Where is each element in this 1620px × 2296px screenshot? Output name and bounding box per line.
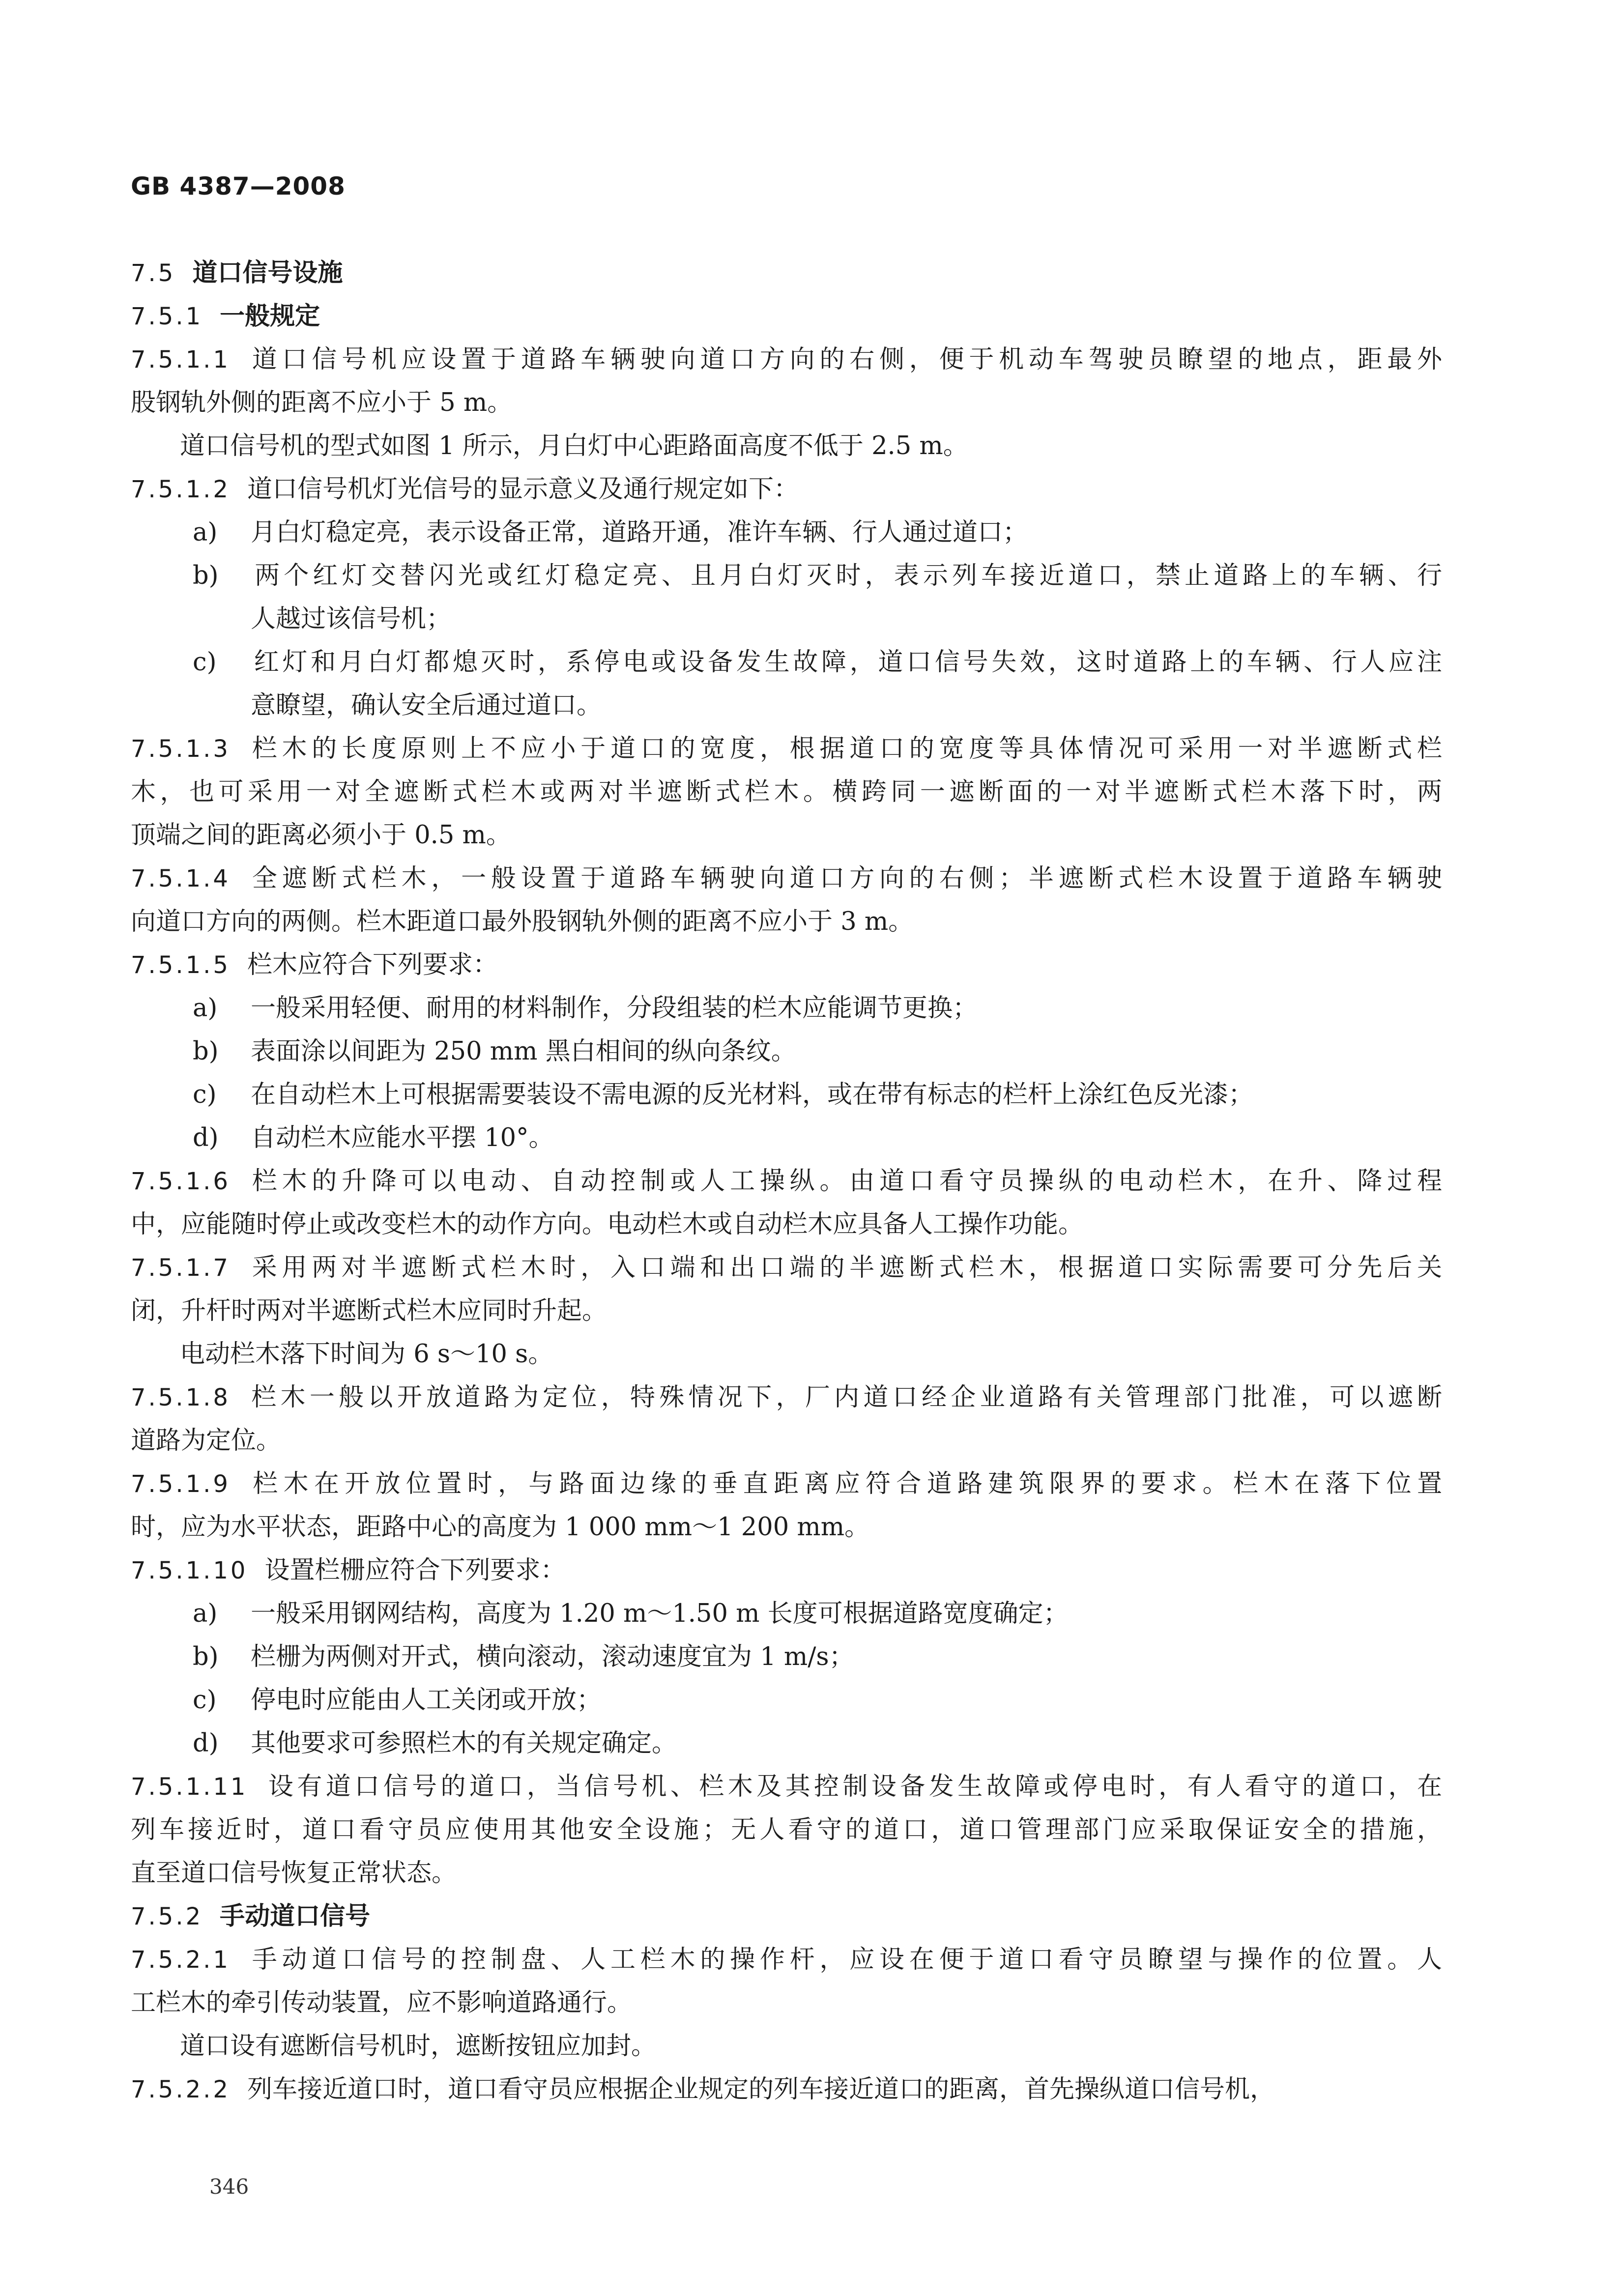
clause-line [131,1463,1442,1506]
clause-text: 木，也可采用一对全遮断式栏木或两对半遮断式栏木。横跨同一遮断面的一对半遮断式栏木落下时，两 [131,777,1442,806]
section-number: 7.5 [131,259,176,287]
list-item [131,641,1442,684]
clause-text: 直至道口信号恢复正常状态。 [131,1859,457,1888]
clause-line [131,900,1442,944]
list-item [131,1636,1442,1679]
clause-text: 采用两对半遮断式栏木时，入口端和出口端的半遮断式栏木，根据道口实际需要可分先后关 [247,1253,1442,1282]
clause-line [131,727,1442,771]
clause-text: 栏木应符合下列要求： [247,950,498,979]
document-body [131,252,1442,2111]
clause-line [131,944,1442,987]
list-item-text: 在自动栏木上可根据需要装设不需电源的反光材料，或在带有标志的栏杆上涂红色反光漆； [251,1080,1254,1109]
clause-text: 道口信号机应设置于道路车辆驶向道口方向的右侧，便于机动车驾驶员瞭望的地点，距最外 [247,345,1442,374]
section-number: 7.5.2 [131,1903,203,1930]
paragraph: 道口设有遮断信号机时，遮断按钮应加封。 [180,2032,657,2061]
clause-text: 栏木的升降可以电动、自动控制或人工操纵。由道口看守员操纵的电动栏木，在升、降过程 [247,1167,1442,1196]
clause-text: 中，应能随时停止或改变栏木的动作方向。电动栏木或自动栏木应具备人工操作功能。 [131,1210,1084,1239]
clause-text: 道路为定位。 [131,1426,282,1455]
list-item [131,1030,1442,1073]
list-item-text: 表面涂以间距为 250 mm 黑白相间的纵向条纹。 [251,1037,796,1066]
section-number: 7.5.1 [131,303,203,330]
clause-text: 闭，升杆时两对半遮断式栏木应同时升起。 [131,1296,608,1325]
clause-text: 栏木在开放位置时，与路面边缘的垂直距离应符合道路建筑限界的要求。栏木在落下位置 [247,1469,1442,1498]
clause-line [131,1160,1442,1203]
clause-text: 股钢轨外侧的距离不应小于 5 m。 [131,388,513,417]
list-item-text: 停电时应能由人工关闭或开放； [251,1686,602,1715]
list-item-label: a) [193,994,218,1023]
clause-number: 7.5.1.2 [131,476,231,503]
clause-number: 7.5.1.11 [131,1773,248,1801]
clause-number: 7.5.1.6 [131,1168,231,1195]
section-heading [131,1895,1442,1938]
list-item-text: 红灯和月白灯都熄灭时，系停电或设备发生故障，道口信号失效，这时道路上的车辆、行人应注 [251,648,1442,677]
list-item [131,598,1442,641]
clause-line [131,1549,1442,1592]
list-item-text: 栏栅为两侧对开式，横向滚动，滚动速度宜为 1 m/s； [251,1642,854,1671]
clause-number: 7.5.2.1 [131,1946,231,1974]
clause-text: 顶端之间的距离必须小于 0.5 m。 [131,821,511,850]
clause-number: 7.5.1.5 [131,951,231,979]
list-item-label: b) [193,1037,219,1066]
list-item-label: d) [193,1729,219,1758]
list-item [131,1117,1442,1160]
paragraph: 电动栏木落下时间为 6 s～10 s。 [180,1340,553,1369]
clause-line [131,1808,1442,1852]
clause-number: 7.5.1.3 [131,735,231,763]
list-item [131,987,1442,1030]
clause-text: 列车接近时，道口看守员应使用其他安全设施；无人看守的道口，道口管理部门应采取保证安全的措施， [131,1815,1442,1844]
clause-text: 时，应为水平状态，距路中心的高度为 1 000 mm～1 200 mm。 [131,1513,870,1542]
list-item-text: 意瞭望，确认安全后通过道口。 [251,691,602,720]
clause-line [131,857,1442,900]
list-item [131,1679,1442,1722]
clause-text: 向道口方向的两侧。栏木距道口最外股钢轨外侧的距离不应小于 3 m。 [131,907,914,936]
paragraph: 道口信号机的型式如图 1 所示，月白灯中心距路面高度不低于 2.5 m。 [180,431,968,460]
clause-number: 7.5.1.1 [131,346,231,373]
clause-text: 栏木一般以开放道路为定位，特殊情况下，厂内道口经企业道路有关管理部门批准，可以遮断 [247,1383,1442,1412]
clause-line [131,1376,1442,1419]
clause-line [131,771,1442,814]
section-title: 手动道口信号 [220,1902,371,1931]
list-item-label: a) [193,518,218,547]
clause-text: 设有道口信号的道口，当信号机、栏木及其控制设备发生故障或停电时，有人看守的道口，在 [264,1772,1442,1801]
clause-line [131,381,1442,425]
clause-line [131,1203,1442,1246]
list-item [131,684,1442,727]
clause-line [131,1506,1442,1549]
clause-line [131,814,1442,857]
list-item [131,1722,1442,1765]
clause-number: 7.5.1.9 [131,1470,231,1498]
list-item [131,554,1442,598]
clause-line [131,1852,1442,1895]
clause-line [131,1765,1442,1808]
list-item-label: a) [193,1599,218,1628]
list-item-label: b) [193,561,219,590]
clause-text: 列车接近道口时，道口看守员应根据企业规定的列车接近道口的距离，首先操纵道口信号机， [247,2075,1275,2104]
list-item-text: 一般采用钢网结构，高度为 1.20 m～1.50 m 长度可根据道路宽度确定； [251,1599,1069,1628]
list-item-label: c) [193,1080,217,1109]
clause-text: 全遮断式栏木，一般设置于道路车辆驶向道口方向的右侧；半遮断式栏木设置于道路车辆驶 [247,864,1442,893]
clause-line [131,338,1442,381]
list-item-label: c) [193,648,217,677]
list-item-label: b) [193,1642,219,1671]
clause-number: 7.5.1.8 [131,1384,231,1411]
clause-line [131,1246,1442,1290]
clause-line [131,1419,1442,1463]
list-item [131,1073,1442,1117]
clause-line [131,1981,1442,2025]
clause-text: 手动道口信号的控制盘、人工栏木的操作杆，应设在便于道口看守员瞭望与操作的位置。人 [247,1945,1442,1974]
list-item-text: 人越过该信号机； [251,604,452,633]
clause-line [131,1938,1442,1981]
clause-number: 7.5.1.4 [131,865,231,892]
clause-line [131,2068,1442,2111]
clause-line [131,1290,1442,1333]
list-item-label: c) [193,1686,217,1715]
list-item [131,511,1442,554]
list-item [131,1592,1442,1636]
list-item-label: d) [193,1123,219,1152]
section-heading [131,295,1442,338]
clause-text: 道口信号机灯光信号的显示意义及通行规定如下： [247,475,799,504]
section-title: 一般规定 [220,302,320,331]
clause-text: 栏木的长度原则上不应小于道口的宽度，根据道口的宽度等具体情况可采用一对半遮断式栏 [247,734,1442,763]
clause-number: 7.5.1.7 [131,1254,231,1282]
clause-text: 设置栏栅应符合下列要求： [264,1556,566,1585]
list-item-text: 月白灯稳定亮，表示设备正常，道路开通，准许车辆、行人通过道口； [251,518,1028,547]
clause-line [131,468,1442,511]
list-item-text: 自动栏木应能水平摆 10°。 [251,1123,554,1152]
page-number: 346 [209,2175,249,2199]
clause-text: 工栏木的牵引传动装置，应不影响道路通行。 [131,1988,633,2017]
list-item-text: 其他要求可参照栏木的有关规定确定。 [251,1729,677,1758]
clause-number: 7.5.2.2 [131,2076,231,2103]
list-item-text: 一般采用轻便、耐用的材料制作，分段组装的栏木应能调节更换； [251,994,978,1023]
list-item-text: 两个红灯交替闪光或红灯稳定亮、且月白灯灭时，表示列车接近道口，禁止道路上的车辆、行 [251,561,1442,590]
section-title: 道口信号设施 [192,258,343,287]
standard-code: GB 4387—2008 [131,172,346,201]
section-heading [131,252,1442,295]
clause-number: 7.5.1.10 [131,1557,248,1584]
